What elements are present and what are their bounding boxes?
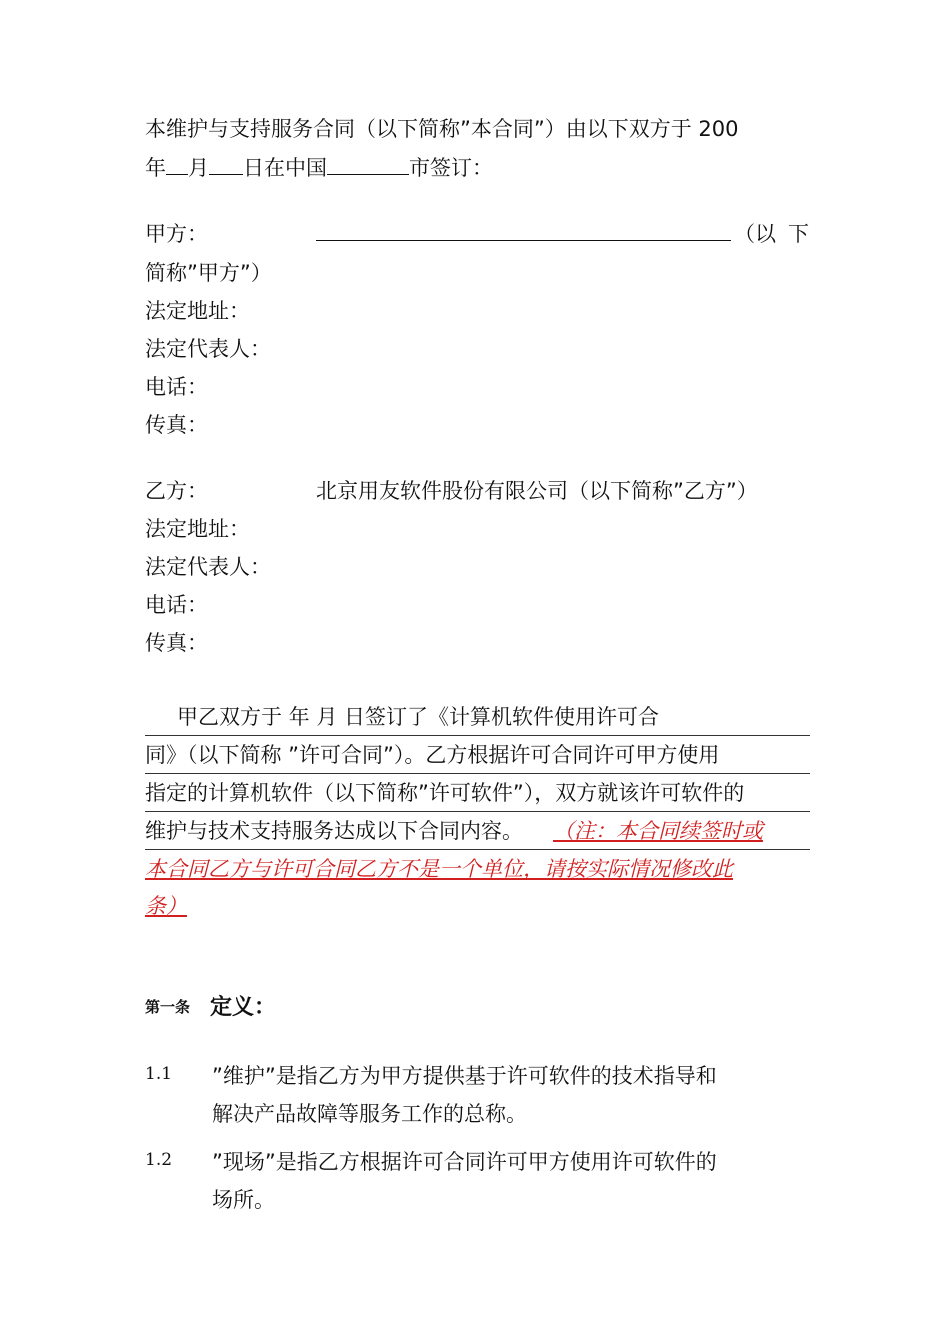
intro-line-1: 本维护与支持服务合同（以下简称”本合同”）由以下双方于 200 — [145, 117, 739, 141]
item-1-2-number: 1.2 — [145, 1150, 173, 1170]
recital-line-2: 同》（以下简称 ”许可合同”）。乙方根据许可合同许可甲方使用 — [145, 736, 810, 774]
item-1-1-line-2: 解决产品故障等服务工作的总称。 — [212, 1102, 527, 1126]
party-a-fax-label: 传真： — [145, 413, 208, 437]
recital-line-4-text: 维护与技术支持服务达成以下合同内容。 — [145, 819, 523, 843]
item-1-2-line-1: ”现场”是指乙方根据许可合同许可甲方使用许可软件的 — [212, 1150, 717, 1174]
party-a-suffix-a: （以 — [734, 222, 776, 246]
intro-day: 日在中国 — [243, 156, 327, 180]
item-1-1-line-1: ”维护”是指乙方为甲方提供基于许可软件的技术指导和 — [212, 1064, 717, 1088]
article-1-number: 第一条 — [145, 998, 191, 1016]
party-b-rep-label: 法定代表人： — [145, 555, 271, 579]
recital-note-middle: 本合同乙方与许可合同乙方不是一个单位，请按实际情况修改此 — [145, 857, 733, 881]
recital-line-6 — [145, 887, 810, 924]
article-1-title: 定义： — [210, 995, 277, 1020]
recital-line-4 — [145, 812, 810, 850]
party-b-phone-label: 电话： — [145, 593, 208, 617]
party-b-fax-label: 传真： — [145, 631, 208, 655]
intro-line-2 — [145, 152, 493, 182]
month-blank[interactable] — [166, 152, 188, 175]
intro-month: 月 — [188, 156, 209, 180]
recital-line-1: 甲乙双方于 年 月 日签订了《计算机软件使用许可合 — [145, 698, 810, 736]
intro-city: 市签订： — [409, 156, 493, 180]
party-a-alias: 简称”甲方”） — [145, 261, 272, 285]
intro-year: 年 — [145, 156, 166, 180]
party-a-suffix — [734, 218, 809, 248]
party-a-address-label: 法定地址： — [145, 299, 250, 323]
party-b-name: 北京用友软件股份有限公司（以下简称”乙方”） — [316, 479, 758, 503]
recital-note-end: 条） — [145, 894, 187, 918]
party-a-name-blank[interactable] — [316, 218, 731, 241]
party-a-phone-label: 电话： — [145, 375, 208, 399]
city-blank[interactable] — [327, 152, 409, 175]
party-b-address-label: 法定地址： — [145, 517, 250, 541]
recital-paragraph — [145, 698, 810, 924]
party-a-rep-label: 法定代表人： — [145, 337, 271, 361]
party-b-label: 乙方： — [145, 479, 208, 503]
party-a-label: 甲方： — [145, 222, 208, 246]
recital-note-start: （注：本合同续签时或 — [553, 819, 763, 843]
recital-line-5 — [145, 850, 810, 887]
recital-line-3: 指定的计算机软件（以下简称”许可软件”），双方就该许可软件的 — [145, 774, 810, 812]
item-1-2-line-2: 场所。 — [212, 1188, 275, 1212]
day-blank[interactable] — [209, 152, 243, 175]
party-a-suffix-b: 下 — [788, 222, 809, 246]
item-1-1-number: 1.1 — [145, 1064, 173, 1084]
